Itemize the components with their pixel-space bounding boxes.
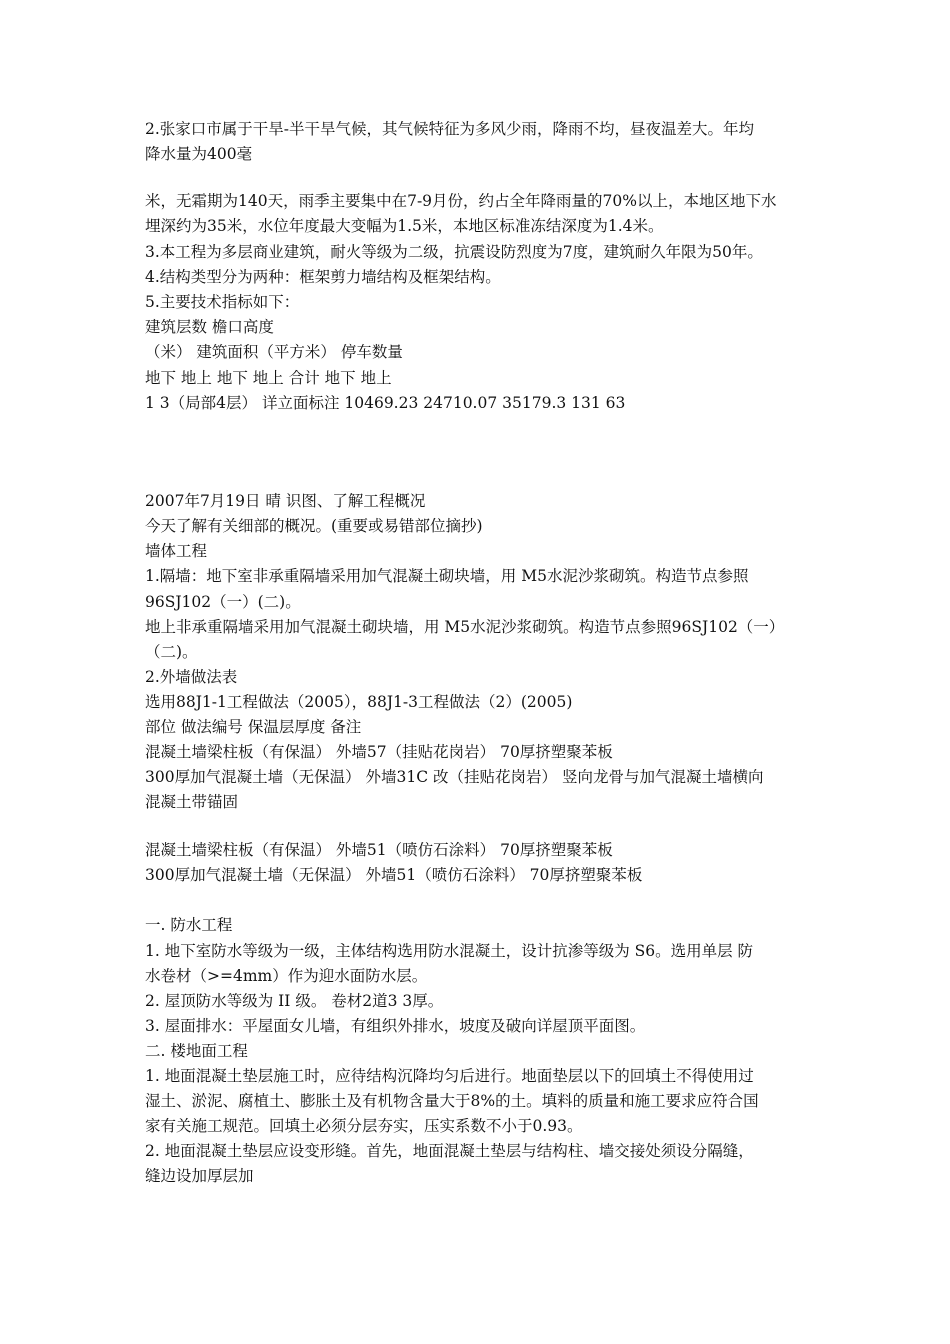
text-line: 1 3（局部4层） 详立面标注 10469.23 24710.07 35179.3 131 63: [145, 394, 626, 412]
text-line: 湿土、淤泥、腐植土、膨胀土及有机物含量大于8%的土。填料的质量和施工要求应符合国: [145, 1092, 759, 1110]
text-line: 3. 屋面排水：平屋面女儿墙，有组织外排水，坡度及破向详屋顶平面图。: [145, 1017, 646, 1035]
text-line: 水卷材（>=4mm）作为迎水面防水层。: [145, 967, 428, 985]
text-line: 二. 楼地面工程: [145, 1042, 248, 1060]
text-line: 今天了解有关细部的概况。(重要或易错部位摘抄): [145, 517, 483, 535]
text-line: 2. 屋顶防水等级为 II 级。 卷材2道3 3厚。: [145, 992, 444, 1010]
text-line: 1. 地面混凝土垫层施工时，应待结构沉降均匀后进行。地面垫层以下的回填土不得使用过: [145, 1067, 754, 1085]
text-line: 1. 地下室防水等级为一级，主体结构选用防水混凝土，设计抗渗等级为 S6。选用单层 防: [145, 942, 754, 960]
text-line: 3.本工程为多层商业建筑，耐火等级为二级，抗震设防烈度为7度，建筑耐久年限为50年。: [145, 243, 763, 261]
text-line: 300厚加气混凝土墙（无保温） 外墙31C 改（挂贴花岗岩） 竖向龙骨与加气混凝土墙横向: [145, 768, 764, 786]
text-line: 混凝土带锚固: [145, 793, 239, 811]
text-line: 地下 地上 地下 地上 合计 地下 地上: [145, 369, 392, 387]
text-line: 300厚加气混凝土墙（无保温） 外墙51（喷仿石涂料） 70厚挤塑聚苯板: [145, 866, 643, 884]
text-line: 墙体工程: [145, 542, 208, 560]
text-line: 埋深约为35米，水位年度最大变幅为1.5米，本地区标准冻结深度为1.4米。: [145, 217, 664, 235]
text-line: 2007年7月19日 晴 识图、了解工程概况: [145, 492, 426, 510]
text-line: 1.隔墙：地下室非承重隔墙采用加气混凝土砌块墙，用 M5水泥沙浆砌筑。构造节点参照: [145, 567, 749, 585]
text-line: 米，无霜期为140天，雨季主要集中在7-9月份，约占全年降雨量的70%以上，本地区地下水: [145, 192, 777, 210]
text-line: （二)。: [145, 643, 198, 661]
text-line: 缝边设加厚层加: [145, 1167, 254, 1185]
text-line: 降水量为400毫: [145, 145, 253, 163]
text-line: 一. 防水工程: [145, 916, 233, 934]
text-line: 2.外墙做法表: [145, 668, 238, 686]
text-line: 家有关施工规范。回填土必须分层夯实，压实系数不小于0.93。: [145, 1117, 583, 1135]
text-line: （米） 建筑面积（平方米） 停车数量: [145, 343, 403, 361]
text-line: 96SJ102（一）(二)。: [145, 593, 301, 611]
text-line: 混凝土墙梁柱板（有保温） 外墙51（喷仿石涂料） 70厚挤塑聚苯板: [145, 841, 613, 859]
text-line: 混凝土墙梁柱板（有保温） 外墙57（挂贴花岗岩） 70厚挤塑聚苯板: [145, 743, 613, 761]
text-line: 2. 地面混凝土垫层应设变形缝。首先，地面混凝土垫层与结构柱、墙交接处须设分隔缝，: [145, 1142, 754, 1160]
text-line: 部位 做法编号 保温层厚度 备注: [145, 718, 362, 736]
text-line: 5.主要技术指标如下：: [145, 293, 300, 311]
text-line: 选用88J1-1工程做法（2005），88J1-3工程做法（2）(2005): [145, 693, 573, 711]
text-line: 建筑层数 檐口高度: [145, 318, 274, 336]
text-line: 2.张家口市属于干旱-半干旱气候，其气候特征为多风少雨，降雨不均，昼夜温差大。年均: [145, 120, 755, 138]
text-line: 地上非承重隔墙采用加气混凝土砌块墙，用 M5水泥沙浆砌筑。构造节点参照96SJ102（一）: [145, 618, 785, 636]
text-line: 4.结构类型分为两种：框架剪力墙结构及框架结构。: [145, 268, 501, 286]
